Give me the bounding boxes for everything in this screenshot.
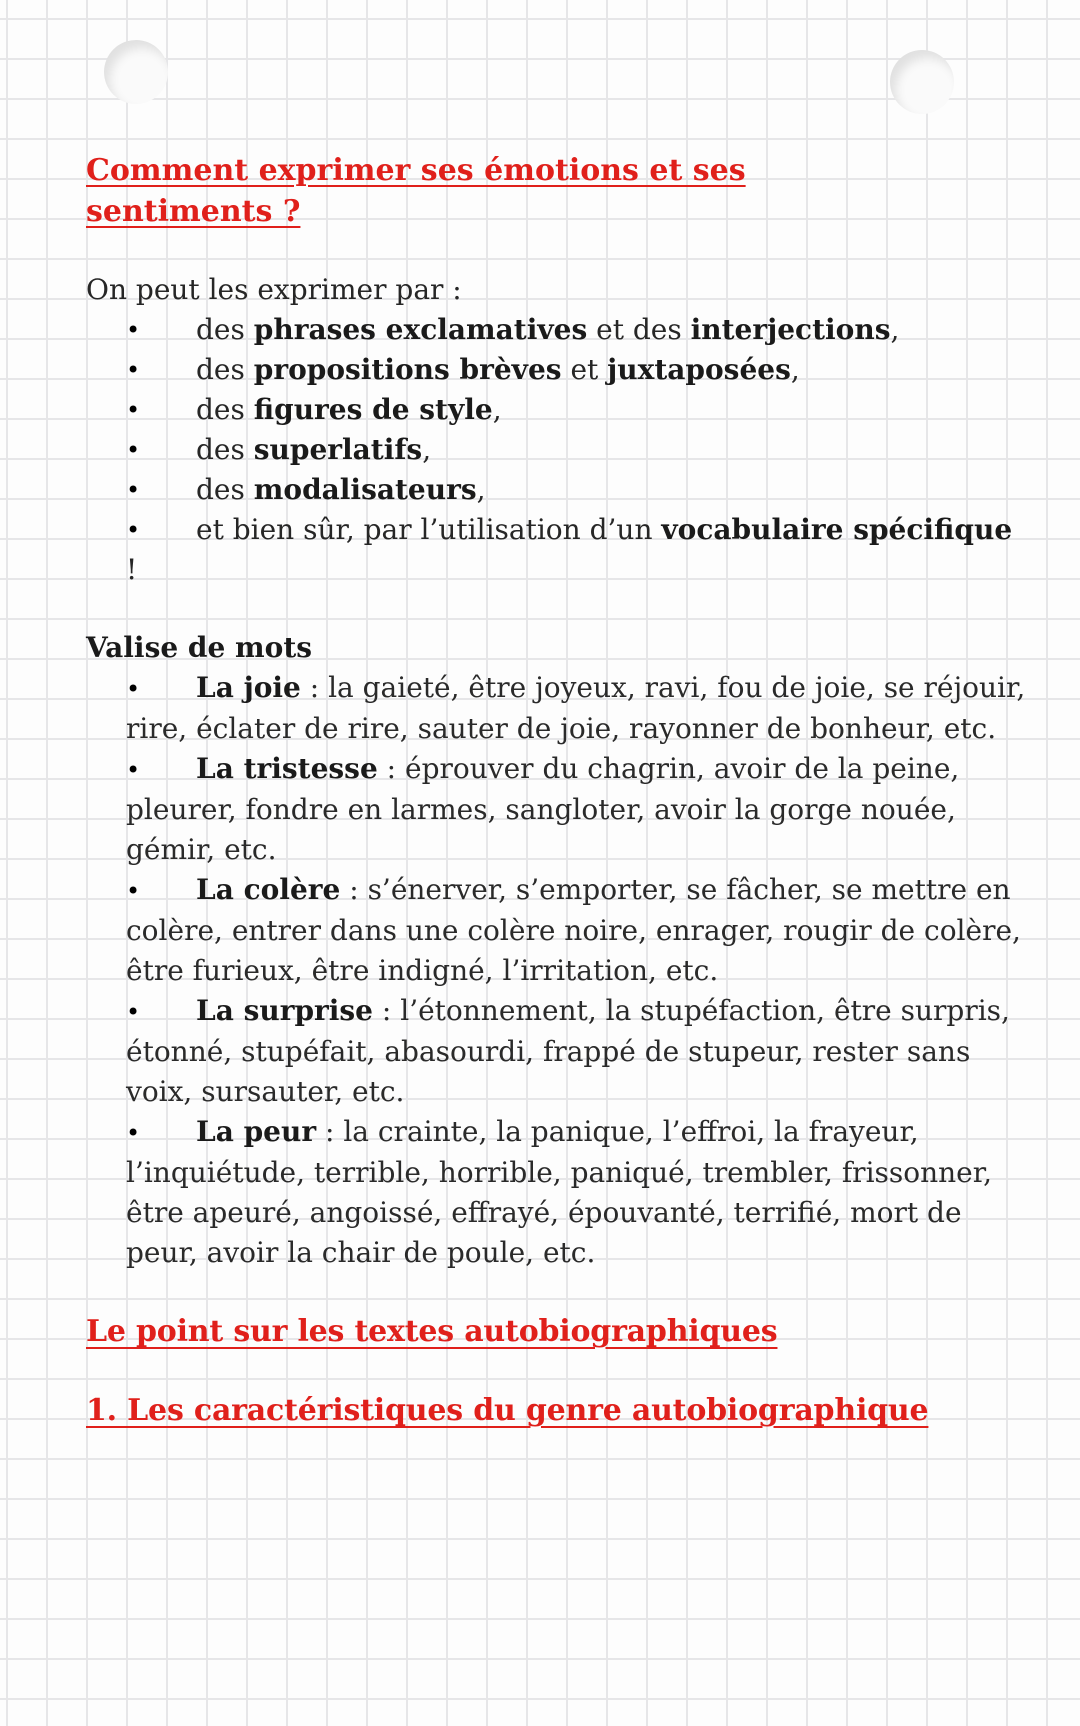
binder-hole-right: [890, 50, 954, 114]
emotion-words: : la gaieté, être joyeux, ravi, fou de joie, se réjouir, rire, éclater de rire, sauter de joie, rayonner de bonheur, etc.: [126, 671, 1026, 745]
page-content: [86, 150, 1026, 1431]
bullet-icon: •: [126, 476, 141, 504]
list-item: • des figures de style,: [126, 390, 1026, 430]
valise-title: Valise de mots: [86, 631, 313, 664]
bullet-icon: •: [126, 756, 141, 784]
bullet-icon: •: [126, 998, 141, 1026]
emotion-words: : s’énerver, s’emporter, se fâcher, se mettre en colère, entrer dans une colère noire, enrager, rougir de colère, être furieux, être indigné, l’irritation, etc.: [126, 873, 1021, 987]
list-item: [126, 749, 1026, 870]
intro-text: On peut les exprimer par :: [86, 273, 462, 306]
emotion-label: La colère: [196, 873, 341, 906]
emotion-label: La peur: [196, 1115, 317, 1148]
bullet-icon: •: [126, 436, 141, 464]
bullet-icon: •: [126, 396, 141, 424]
list-item: [126, 668, 1026, 749]
bullet-icon: •: [126, 877, 141, 905]
list-item: • des superlatifs,: [126, 430, 1026, 470]
emotion-label: La tristesse: [196, 752, 378, 785]
list-item: [126, 1112, 1026, 1273]
list-item: • des phrases exclamatives et des interjections,: [126, 310, 1026, 350]
bullet-icon: •: [126, 1119, 141, 1147]
list-item: [126, 870, 1026, 991]
emotions-list: [86, 668, 1026, 1273]
binder-hole-left: [104, 40, 168, 104]
emotion-words: : l’étonnement, la stupéfaction, être surpris, étonné, stupéfait, abasourdi, frappé de stupeur, rester sans voix, sursauter, etc.: [126, 994, 1010, 1108]
page-title: Comment exprimer ses émotions et ses sentiments ?: [86, 153, 746, 229]
means-list: [86, 310, 1026, 590]
list-item: [126, 991, 1026, 1112]
emotion-label: La surprise: [196, 994, 373, 1027]
list-item: • des modalisateurs,: [126, 470, 1026, 510]
section-subtitle: 1. Les caractéristiques du genre autobiographique: [86, 1393, 929, 1428]
bullet-icon: •: [126, 356, 141, 384]
bullet-icon: •: [126, 316, 141, 344]
emotion-label: La joie: [196, 671, 301, 704]
list-item: • et bien sûr, par l’utilisation d’un vocabulaire spécifique !: [126, 510, 1026, 590]
bullet-icon: •: [126, 516, 141, 544]
emotion-words: : éprouver du chagrin, avoir de la peine, pleurer, fondre en larmes, sangloter, avoir la gorge nouée, gémir, etc.: [126, 752, 960, 866]
section-title: Le point sur les textes autobiographiques: [86, 1314, 778, 1349]
bullet-icon: •: [126, 675, 141, 703]
list-item: • des propositions brèves et juxtaposées,: [126, 350, 1026, 390]
emotion-words: : la crainte, la panique, l’effroi, la frayeur, l’inquiétude, terrible, horrible, paniqué, trembler, frissonner, être apeuré, angoissé, effrayé, épouvanté, terrifié, mort de peur, avoir la chair de poule, etc.: [126, 1115, 992, 1269]
